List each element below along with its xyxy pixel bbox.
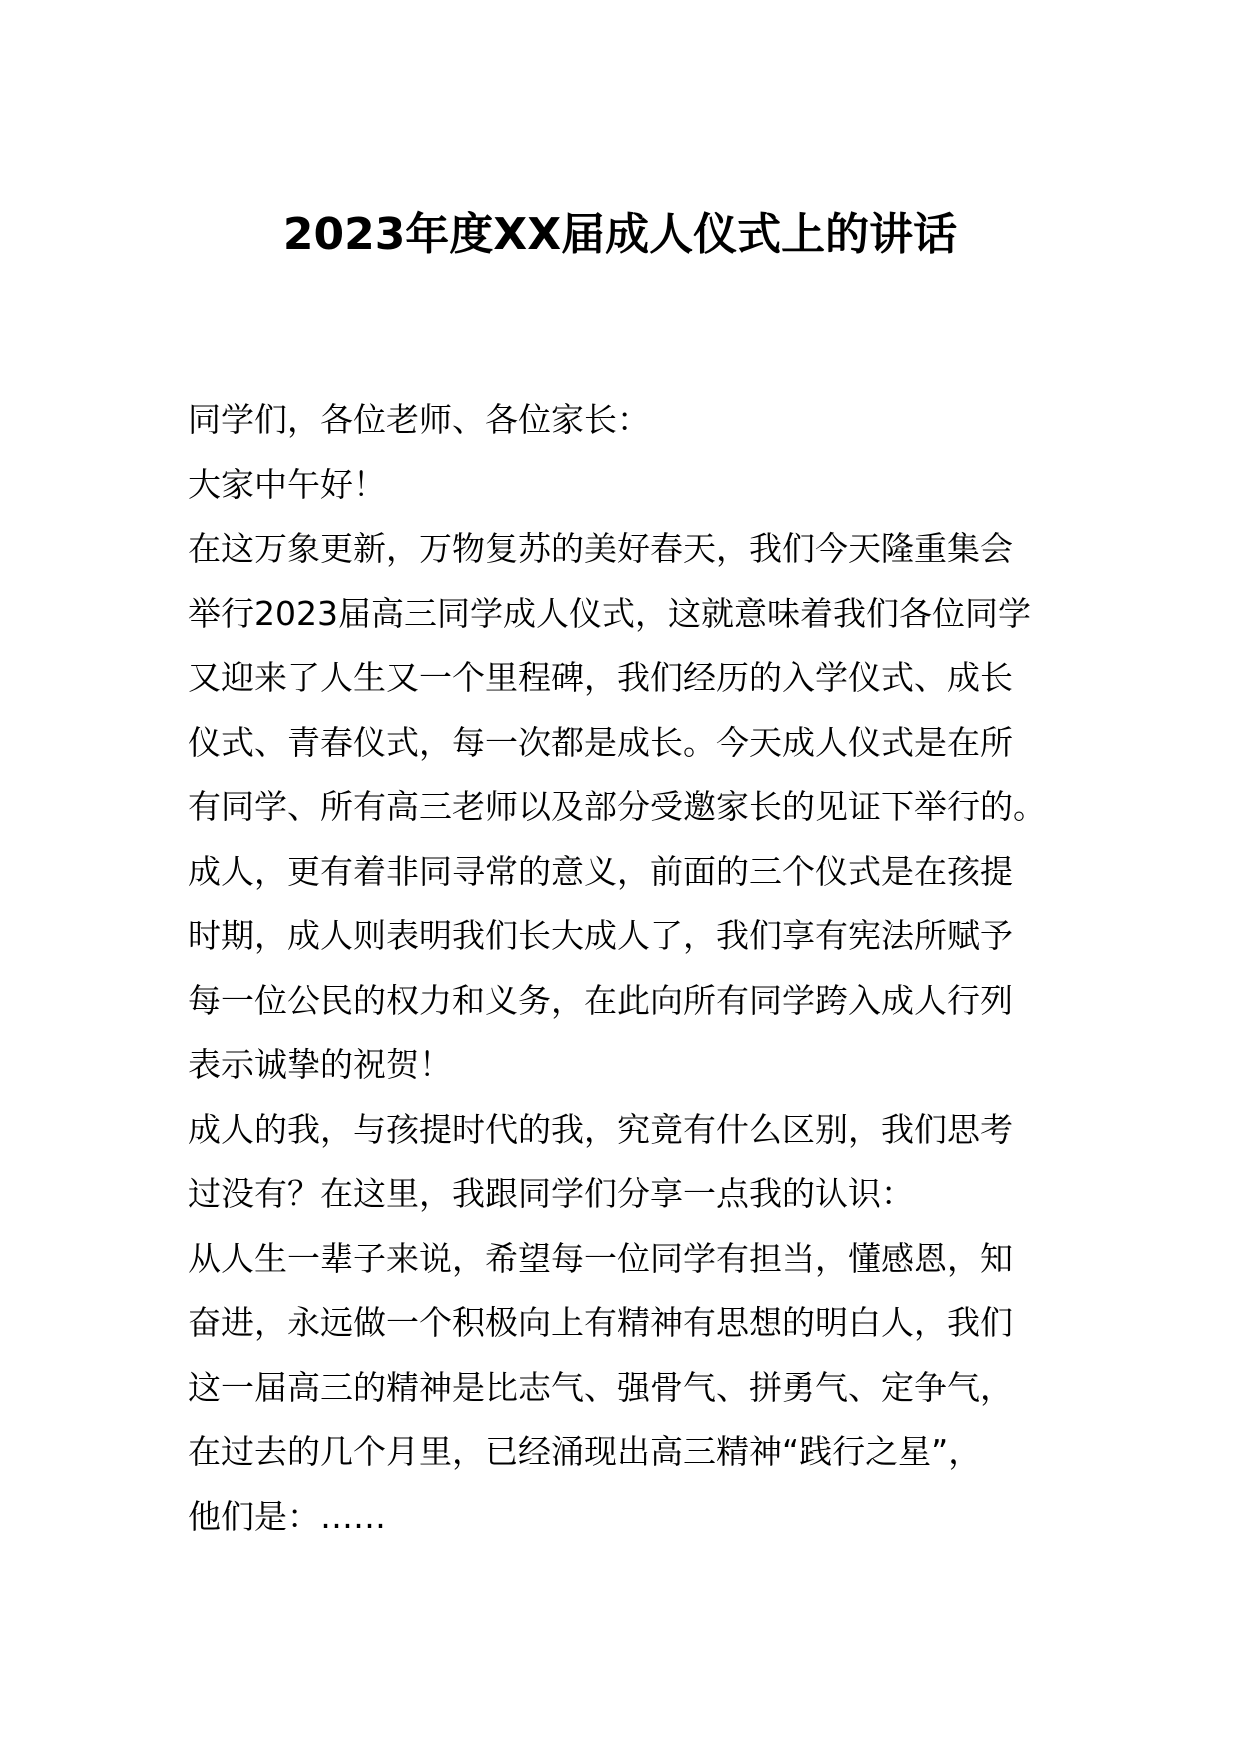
- body-line: 奋进，永远做一个积极向上有精神有思想的明白人，我们: [188, 1303, 1013, 1342]
- body-line: 成人的我，与孩提时代的我，究竟有什么区别，我们思考: [188, 1109, 1013, 1149]
- body-line: 从人生一辈子来说，希望每一位同学有担当，懂感恩，知: [188, 1238, 1013, 1278]
- document-body: [188, 388, 1056, 1549]
- body-line: 这一届高三的精神是比志气、强骨气、拼勇气、定争气，: [188, 1367, 1013, 1407]
- body-line: 每一位公民的权力和义务，在此向所有同学跨入成人行列: [188, 980, 1013, 1020]
- body-line: 有同学、所有高三老师以及部分受邀家长的见证下举行的。: [188, 787, 1046, 826]
- body-line: 仪式、青春仪式，每一次都是成长。今天成人仪式是在所: [188, 722, 1013, 762]
- body-line: 成人，更有着非同寻常的意义，前面的三个仪式是在孩提: [188, 851, 1013, 891]
- body-line: 在这万象更新，万物复苏的美好春天，我们今天隆重集会: [188, 529, 1013, 568]
- body-line: 他们是：……: [188, 1496, 386, 1536]
- body-line: 又迎来了人生又一个里程碑，我们经历的入学仪式、成长: [188, 658, 1013, 697]
- body-line: 时期，成人则表明我们长大成人了，我们享有宪法所赋予: [188, 916, 1013, 955]
- body-line: 大家中午好！: [188, 464, 386, 504]
- document-title: 2023年度XX届成人仪式上的讲话: [282, 209, 958, 260]
- body-line: 同学们，各位老师、各位家长：: [188, 400, 650, 439]
- body-line: 举行2023届高三同学成人仪式，这就意味着我们各位同学: [188, 593, 1031, 633]
- body-line: 过没有？在这里，我跟同学们分享一点我的认识：: [188, 1174, 914, 1213]
- body-line: 表示诚挚的祝贺！: [188, 1045, 452, 1084]
- body-line: 在过去的几个月里，已经涌现出高三精神“践行之星”，: [188, 1432, 982, 1471]
